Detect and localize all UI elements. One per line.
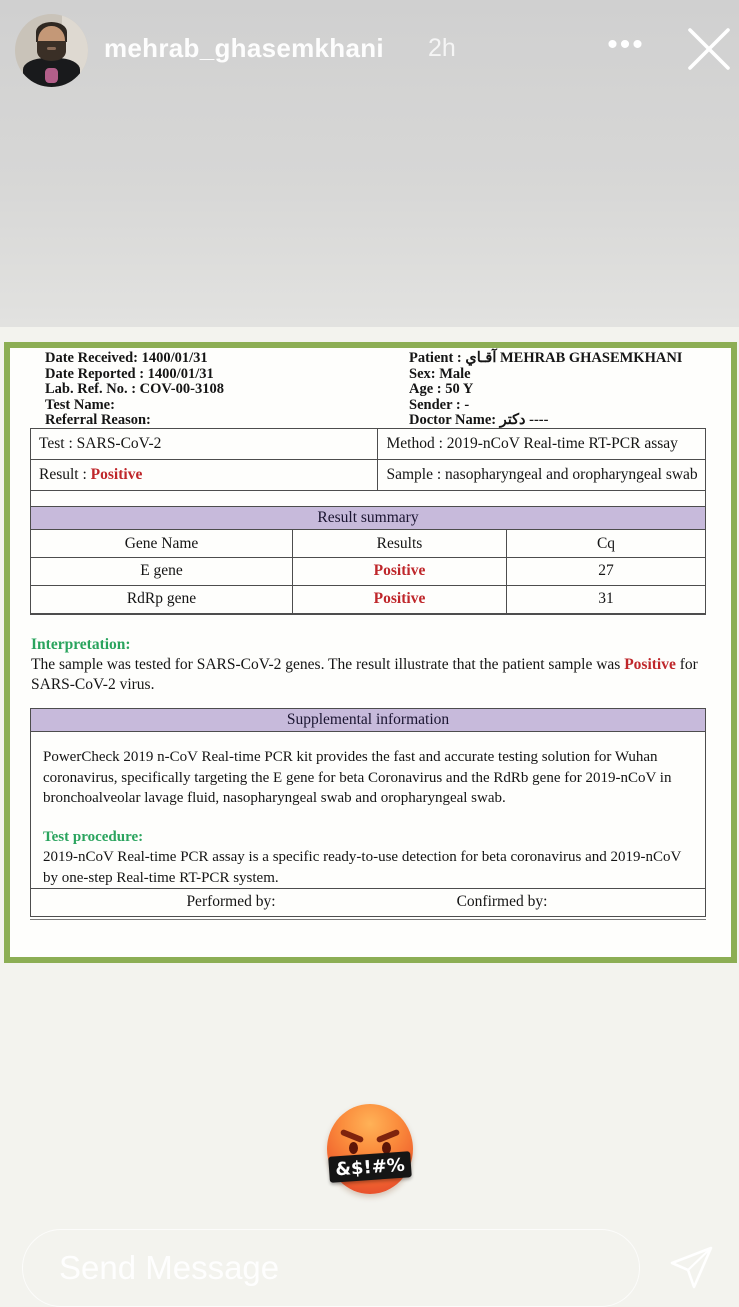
interpretation-positive: Positive bbox=[624, 656, 676, 673]
gene-cell: E gene bbox=[31, 557, 293, 585]
supplemental-header: Supplemental information bbox=[30, 708, 706, 732]
col-cq: Cq bbox=[596, 534, 616, 552]
table-row bbox=[30, 557, 706, 586]
meta-lab-ref-no: Lab. Ref. No. : COV-00-3108 bbox=[45, 381, 224, 397]
send-message-input[interactable] bbox=[22, 1229, 640, 1307]
meta-sex: Sex: Male bbox=[409, 365, 471, 382]
sample-cell: Sample : nasopharyngeal and oropharyngeal swab bbox=[386, 466, 698, 483]
emoji-grawlix-text: &$!#% bbox=[334, 1154, 406, 1180]
avatar-beard bbox=[37, 41, 66, 61]
performed-by-label: Performed by: bbox=[186, 893, 276, 910]
result-cell bbox=[31, 460, 378, 490]
cq-cell: 31 bbox=[598, 590, 614, 607]
meta-referral-reason: Referral Reason: bbox=[45, 412, 151, 428]
avatar-mouth bbox=[47, 47, 56, 50]
test-info-table bbox=[30, 428, 706, 491]
interpretation-text bbox=[31, 655, 709, 695]
meta-test-name: Test Name: bbox=[45, 396, 115, 413]
table-spacer-row bbox=[30, 490, 706, 506]
method-cell: Method : 2019-nCoV Real-time RT-PCR assay bbox=[386, 435, 678, 452]
story-username[interactable]: mehrab_ghasemkhani bbox=[104, 33, 384, 63]
meta-sender: Sender : - bbox=[409, 396, 470, 413]
col-results: Results bbox=[293, 530, 507, 557]
table-row bbox=[30, 429, 706, 460]
emoji-eye-left bbox=[349, 1142, 358, 1154]
avatar-shirt-print bbox=[45, 68, 58, 83]
divider bbox=[30, 919, 706, 920]
interpretation-text-before: The sample was tested for SARS-CoV-2 genes. The result illustrate that the patient sample was bbox=[31, 656, 625, 673]
story-timestamp: 2h bbox=[428, 34, 456, 62]
test-procedure-text: 2019-nCoV Real-time PCR assay is a specific ready-to-use detection for beta coronavirus and 2019-nCoV by one-step Real-time RT-PCR system. bbox=[43, 849, 682, 886]
test-cell: Test : SARS-CoV-2 bbox=[31, 429, 378, 459]
meta-doctor-name: Doctor Name: دكتر ---- bbox=[409, 412, 549, 428]
more-options-icon[interactable]: ••• bbox=[607, 28, 645, 61]
meta-age: Age : 50 Y bbox=[409, 381, 474, 397]
interpretation-heading: Interpretation: bbox=[31, 636, 131, 653]
result-label: Result : bbox=[39, 466, 91, 483]
meta-date-reported: Date Reported : 1400/01/31 bbox=[45, 365, 214, 382]
story-header bbox=[0, 0, 739, 100]
result-summary-header: Result summary bbox=[30, 506, 706, 530]
supplemental-section bbox=[30, 708, 706, 920]
gene-cell: RdRp gene bbox=[31, 585, 293, 613]
face-with-symbols-on-mouth-emoji bbox=[327, 1104, 413, 1194]
meta-patient: Patient : آقـاي MEHRAB GHASEMKHANI bbox=[409, 350, 683, 366]
close-icon[interactable] bbox=[676, 18, 736, 78]
interpretation-section bbox=[31, 635, 709, 695]
interpretation-text-after: for SARS-CoV-2 virus. bbox=[31, 656, 698, 693]
avatar[interactable] bbox=[15, 14, 88, 87]
cq-cell: 27 bbox=[598, 562, 614, 579]
supplemental-paragraph: PowerCheck 2019 n-CoV Real-time PCR kit provides the fast and accurate testing solution for Wuhan coronavirus, specifically targeting the E gene for beta Coronavirus and the RdRb gene for 2019-nCoV in bronchoalveolar lavage fluid, nasopharyngeal swab and oropharyngeal swab. bbox=[43, 749, 672, 806]
table-row bbox=[30, 460, 706, 491]
test-procedure-heading: Test procedure: bbox=[43, 828, 144, 845]
table-header-row bbox=[30, 530, 706, 558]
result-cell: Positive bbox=[293, 585, 507, 613]
table-row bbox=[30, 585, 706, 614]
result-cell: Positive bbox=[293, 557, 507, 585]
col-gene-name: Gene Name bbox=[31, 530, 293, 557]
meta-date-received: Date Received: 1400/01/31 bbox=[45, 350, 208, 366]
confirmed-by-label: Confirmed by: bbox=[456, 893, 548, 910]
result-summary-table bbox=[30, 530, 706, 615]
result-value: Positive bbox=[90, 466, 143, 483]
lab-report-document bbox=[4, 342, 737, 963]
send-icon[interactable] bbox=[666, 1242, 716, 1292]
emoji-eyebrow-right bbox=[376, 1129, 401, 1144]
signatures-row bbox=[30, 889, 706, 917]
supplemental-content bbox=[30, 732, 706, 889]
